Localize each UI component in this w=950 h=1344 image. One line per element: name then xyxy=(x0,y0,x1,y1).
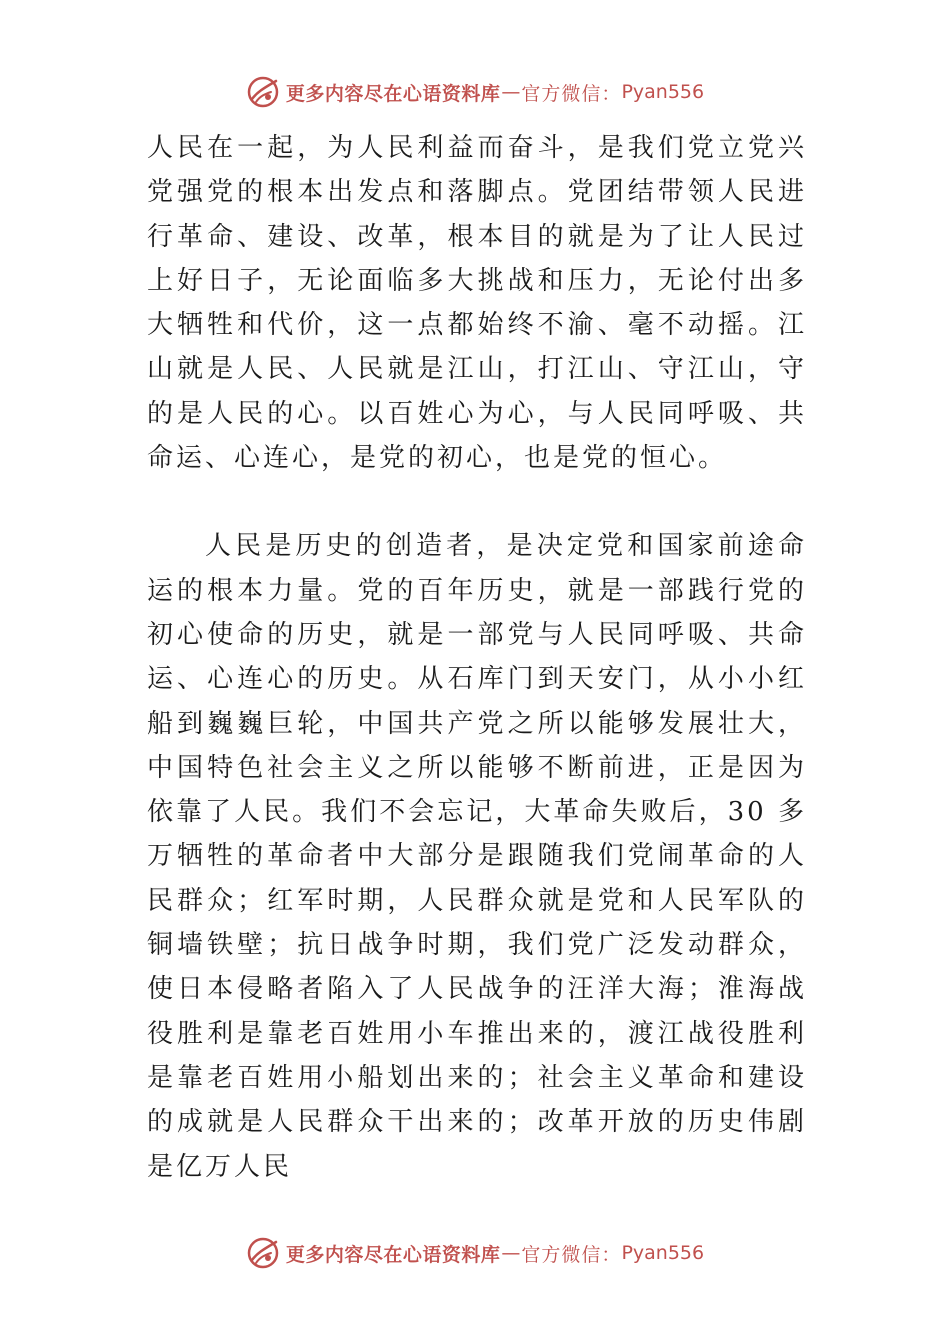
footer-watermark xyxy=(0,1233,950,1273)
watermark-wechat-id: Pyan556 xyxy=(621,81,705,103)
watermark-site-text: 更多内容尽在心语资料库 xyxy=(285,1243,501,1266)
paragraph-2: 人民是历史的创造者，是决定党和国家前途命运的根本力量。党的百年历史，就是一部践行党的初心使命的历史，就是一部党与人民同呼吸、共命运、心连心的历史。从石库门到天安门，从小小红船到巍巍巨轮，中国共产党之所以能够发展壮大，中国特色社会主义之所以能够不断前进，正是因为依靠了人民。我们不会忘记，大革命失败后，30 多万牺牲的革命者中大部分是跟随我们党闹革命的人民群众；红军时期，人民群众就是党和人民军队的铜墙铁壁；抗日战争时期，我们党广泛发动群众，使日本侵略者陷入了人民战争的汪洋大海；淮海战役胜利是靠老百姓用小车推出来的，渡江战役胜利是靠老百姓用小船划出来的；社会主义革命和建设的成就是人民群众干出来的；改革开放的历史伟剧是亿万人民 xyxy=(147,531,807,1182)
watermark-site-text: 更多内容尽在心语资料库 xyxy=(285,82,501,105)
document-body xyxy=(147,126,807,1189)
brand-logo-icon xyxy=(246,75,280,109)
header-watermark xyxy=(0,72,950,112)
brand-logo-icon xyxy=(246,1236,280,1270)
paragraph-1: 人民在一起，为人民利益而奋斗，是我们党立党兴党强党的根本出发点和落脚点。党团结带领人民进行革命、建设、改革，根本目的就是为了让人民过上好日子，无论面临多大挑战和压力，无论付出多大牺牲和代价，这一点都始终不渝、毫不动摇。江山就是人民、人民就是江山，打江山、守江山，守的是人民的心。以百姓心为心，与人民同呼吸、共命运、心连心，是党的初心，也是党的恒心。 xyxy=(147,133,807,474)
watermark-dash: — xyxy=(501,1242,521,1264)
watermark-dash: — xyxy=(501,81,521,103)
watermark-wechat-label: 官方微信： xyxy=(521,82,622,105)
watermark-wechat-id: Pyan556 xyxy=(621,1242,705,1264)
watermark-wechat-label: 官方微信： xyxy=(521,1243,622,1266)
